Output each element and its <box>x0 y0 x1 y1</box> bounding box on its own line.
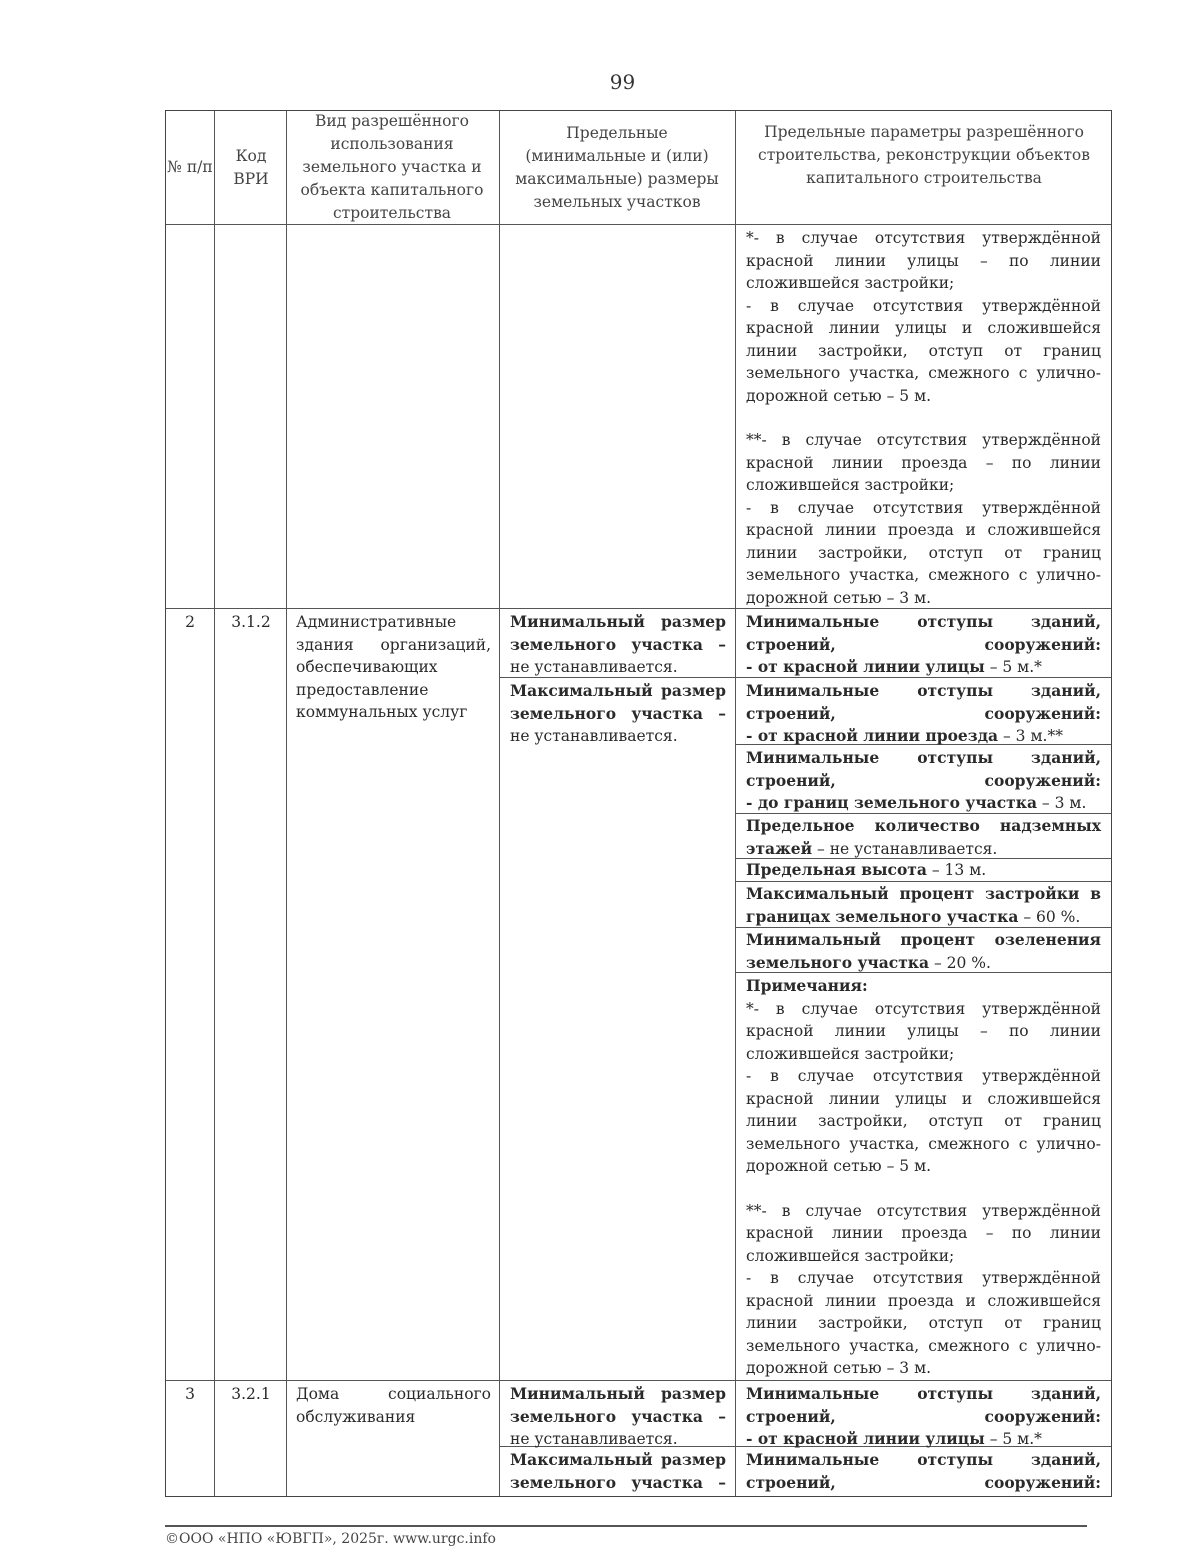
param-value: – 3 м. <box>1037 794 1087 812</box>
param-line: - от красной линии проезда <box>746 726 999 745</box>
notes-title: Примечания: <box>746 976 868 995</box>
col-divider <box>286 111 287 1496</box>
note-text: *- в случае отсутствия утверждённой красной линии улицы – по линии сложившейся застройки; <box>746 229 1101 292</box>
header-params: Предельные параметры разрешённого строительства, реконструкции объектов капитального строительства <box>758 123 1090 187</box>
param-value: – 5 м.* <box>984 658 1042 676</box>
max-size-cell <box>510 1449 726 1494</box>
footer-divider <box>165 1525 1087 1527</box>
param-label: Максимальный процент застройки в границах земельного участка <box>746 884 1101 926</box>
row-code: 3.1.2 <box>231 613 271 631</box>
row-divider <box>166 1380 1111 1381</box>
param-line: - от красной линии улицы <box>746 1429 985 1448</box>
note-text: **- в случае отсутствия утверждённой красной линии проезда – по линии сложившейся застройки; <box>746 1201 1101 1265</box>
min-size-value: не устанавливается. <box>510 658 678 676</box>
zoning-table <box>165 110 1112 1497</box>
param-label: Минимальные отступы зданий, строений, сооружений: <box>746 681 1101 723</box>
param-cell <box>746 859 1101 882</box>
param-label: Минимальный процент озеленения земельного участка <box>746 930 1101 972</box>
col-divider <box>499 111 500 1496</box>
row-use: Дома социального обслуживания <box>296 1385 491 1426</box>
param-value: – не устанавливается. <box>812 839 998 858</box>
min-size-label: Минимальный размер земельного участка – <box>510 612 726 654</box>
min-size-label: Минимальный размер земельного участка – <box>510 1384 726 1426</box>
max-size-cell <box>510 680 726 748</box>
param-cell <box>746 611 1101 679</box>
param-label: Минимальные отступы зданий, строений, сооружений: <box>746 1450 1101 1492</box>
param-cell <box>746 815 1101 860</box>
notes-cell <box>746 975 1101 1380</box>
max-size-label: Максимальный размер земельного участка – <box>510 1450 726 1492</box>
page-number: 99 <box>609 70 636 94</box>
row-use: Административные здания организаций, обеспечивающих предоставление коммунальных услуг <box>296 613 491 721</box>
param-line: - до границ земельного участка <box>746 793 1037 812</box>
note-text: *- в случае отсутствия утверждённой красной линии улицы – по линии сложившейся застройки; <box>746 999 1101 1063</box>
footer-text: ©ООО «НПО «ЮВГП», 2025г. www.urgc.info <box>165 1531 496 1547</box>
header-use: Вид разрешённого использования земельного участка и объекта капитального строительства <box>300 112 484 222</box>
param-value: – 3 м.** <box>998 727 1063 745</box>
min-size-cell <box>510 1383 726 1451</box>
param-label: Предельная высота <box>746 860 927 879</box>
note-text: - в случае отсутствия утверждённой красной линии улицы и сложившейся линии застройки, отступ от границ земельного участка, смежного с улично-дорожной сетью – 5 м. <box>746 1067 1101 1175</box>
min-size-cell <box>510 611 726 679</box>
header-num: № п/п <box>167 158 213 176</box>
param-cell <box>746 1383 1101 1451</box>
param-cell <box>746 747 1101 815</box>
row-code: 3.2.1 <box>231 1385 271 1403</box>
header-code: Код ВРИ <box>233 146 269 188</box>
max-size-value: не устанавливается. <box>510 727 678 745</box>
param-value: – 13 м. <box>926 861 987 879</box>
row-number: 3 <box>185 1385 195 1403</box>
param-value: – 20 %. <box>929 953 991 972</box>
param-cell <box>746 929 1101 974</box>
param-label: Минимальные отступы зданий, строений, сооружений: <box>746 1384 1101 1426</box>
note-text: - в случае отсутствия утверждённой красной линии проезда и сложившейся линии застройки, отступ от границ земельного участка, смежного с улично-дорожной сетью – 3 м. <box>746 1269 1101 1377</box>
param-label: Предельное количество надземных этажей <box>746 816 1101 858</box>
note-text: - в случае отсутствия утверждённой красной линии улицы и сложившейся линии застройки, отступ от границ земельного участка, смежного с улично-дорожной сетью – 5 м. <box>746 296 1101 405</box>
note-text: **- в случае отсутствия утверждённой красной линии проезда – по линии сложившейся застройки; <box>746 431 1101 494</box>
continuation-notes <box>746 227 1101 609</box>
col-divider <box>735 111 736 1496</box>
param-label: Минимальные отступы зданий, строений, сооружений: <box>746 612 1101 654</box>
note-text: - в случае отсутствия утверждённой красной линии проезда и сложившейся линии застройки, отступ от границ земельного участка, смежного с улично-дорожной сетью – 3 м. <box>746 498 1101 607</box>
param-cell <box>746 883 1101 928</box>
param-cell <box>746 680 1101 748</box>
header-size: Предельные (минимальные и (или) максимальные) размеры земельных участков <box>515 123 719 211</box>
param-line: - от красной линии улицы <box>746 657 985 676</box>
param-value: – 5 м.* <box>984 1430 1042 1448</box>
row-number: 2 <box>185 613 195 631</box>
param-label: Минимальные отступы зданий, строений, сооружений: <box>746 748 1101 790</box>
param-cell <box>746 1449 1101 1494</box>
max-size-label: Максимальный размер земельного участка – <box>510 681 726 723</box>
col-divider <box>214 111 215 1496</box>
param-value: – 60 %. <box>1018 907 1081 926</box>
min-size-value: не устанавливается. <box>510 1430 678 1448</box>
